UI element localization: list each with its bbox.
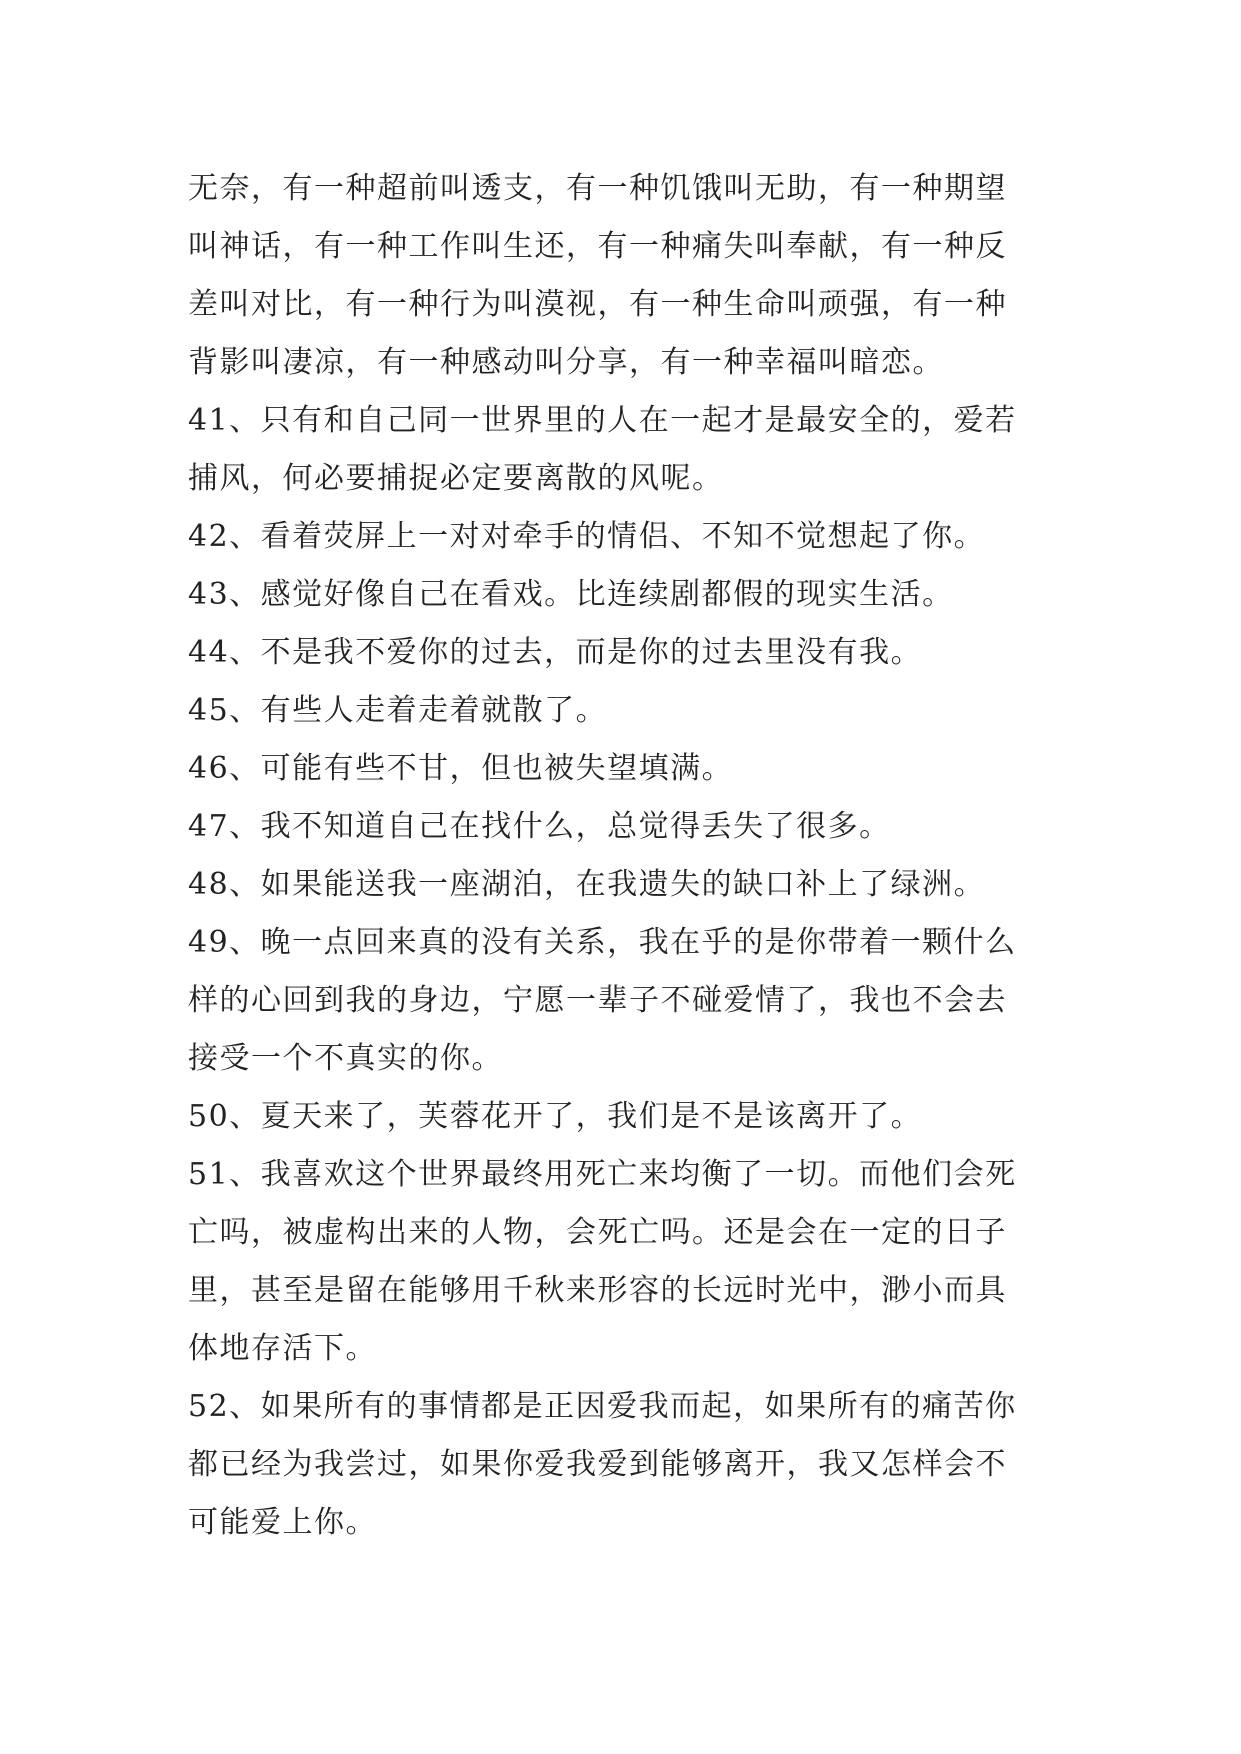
text-line: 接受一个不真实的你。 [188, 1041, 503, 1076]
text-line: 背影叫凄凉，有一种感动叫分享，有一种幸福叫暗恋。 [188, 345, 944, 380]
text-line: 叫神话，有一种工作叫生还，有一种痛失叫奉献，有一种反 [188, 229, 1007, 264]
text-line: 47、我不知道自己在找什么，总觉得丢失了很多。 [188, 809, 891, 844]
text-line: 41、只有和自己同一世界里的人在一起才是最安全的，爱若 [188, 403, 1017, 438]
text-line: 48、如果能送我一座湖泊，在我遗失的缺口补上了绿洲。 [188, 867, 986, 902]
text-line: 捕风，何必要捕捉必定要离散的风呢。 [188, 461, 724, 496]
text-line: 43、感觉好像自己在看戏。比连续剧都假的现实生活。 [188, 577, 954, 612]
text-line: 49、晚一点回来真的没有关系，我在乎的是你带着一颗什么 [188, 925, 1017, 960]
text-line: 可能爱上你。 [188, 1505, 377, 1540]
text-line: 亡吗，被虚构出来的人物，会死亡吗。还是会在一定的日子 [188, 1215, 1007, 1250]
text-line: 45、有些人走着走着就散了。 [188, 693, 608, 728]
text-line: 51、我喜欢这个世界最终用死亡来均衡了一切。而他们会死 [188, 1157, 1017, 1192]
text-line: 46、可能有些不甘，但也被失望填满。 [188, 751, 734, 786]
text-line: 42、看着荧屏上一对对牵手的情侣、不知不觉想起了你。 [188, 519, 986, 554]
text-line: 44、不是我不爱你的过去，而是你的过去里没有我。 [188, 635, 923, 670]
document-body [188, 160, 1058, 1552]
text-line: 差叫对比，有一种行为叫漠视，有一种生命叫顽强，有一种 [188, 287, 1007, 322]
text-line: 50、夏天来了，芙蓉花开了，我们是不是该离开了。 [188, 1099, 923, 1134]
text-line: 无奈，有一种超前叫透支，有一种饥饿叫无助，有一种期望 [188, 171, 1007, 206]
text-line: 52、如果所有的事情都是正因爱我而起，如果所有的痛苦你 [188, 1389, 1017, 1424]
text-line: 体地存活下。 [188, 1331, 377, 1366]
text-line: 样的心回到我的身边，宁愿一辈子不碰爱情了，我也不会去 [188, 983, 1007, 1018]
text-line: 都已经为我尝过，如果你爱我爱到能够离开，我又怎样会不 [188, 1447, 1007, 1482]
text-line: 里，甚至是留在能够用千秋来形容的长远时光中，渺小而具 [188, 1273, 1007, 1308]
